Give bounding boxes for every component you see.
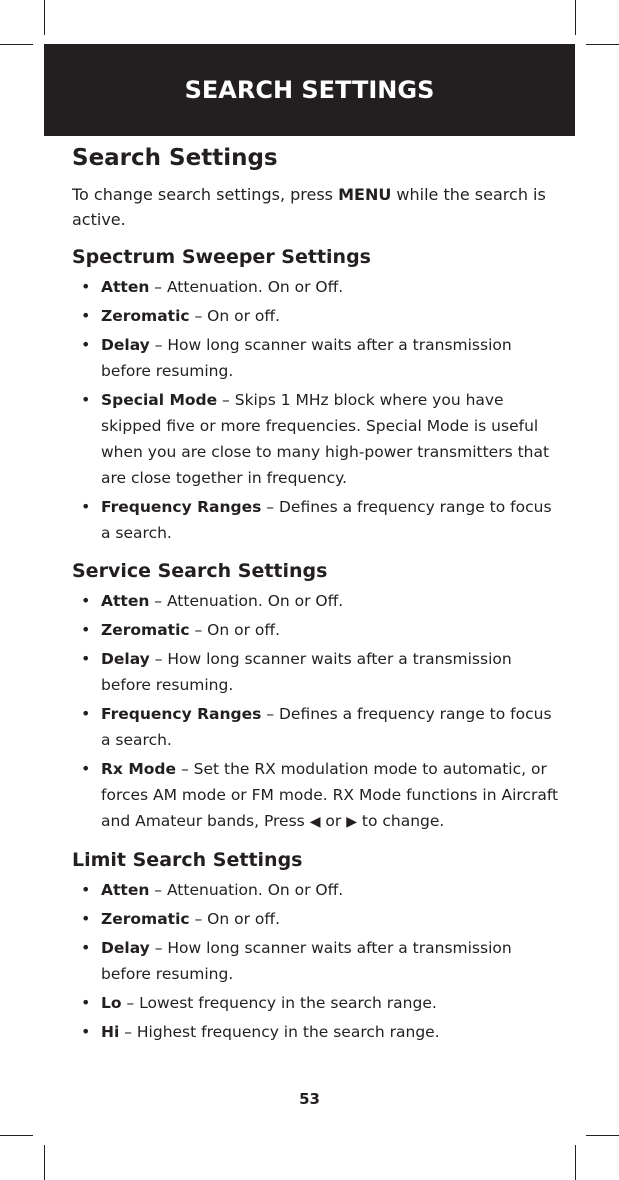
list-item	[72, 1019, 562, 1045]
list-item	[72, 935, 562, 987]
settings-list	[72, 877, 562, 1045]
crop-mark	[586, 1135, 619, 1136]
crop-mark	[0, 44, 33, 45]
chapter-banner	[44, 44, 575, 136]
item-desc: – How long scanner waits after a transmission before resuming.	[101, 336, 512, 380]
list-item	[72, 303, 562, 329]
item-term: Delay	[101, 336, 150, 354]
list-item	[72, 588, 562, 614]
item-term: Rx Mode	[101, 760, 177, 778]
crop-mark	[575, 0, 576, 35]
menu-key-label: MENU	[338, 185, 392, 204]
item-desc: – Attenuation. On or Off.	[149, 278, 344, 296]
section-heading-service-search: Service Search Settings	[72, 560, 328, 582]
settings-list	[72, 274, 562, 546]
chapter-title: SEARCH SETTINGS	[184, 76, 435, 104]
item-desc: – Highest frequency in the search range.	[119, 1023, 440, 1041]
item-term: Atten	[101, 592, 150, 610]
page-content	[72, 143, 562, 1048]
page-title: Search Settings	[72, 145, 278, 171]
item-term: Lo	[101, 994, 122, 1012]
list-item	[72, 274, 562, 300]
intro-text: To change search settings, press	[72, 185, 339, 204]
item-desc: to change.	[356, 812, 445, 830]
item-desc: – Set the RX modulation mode to automatic, or forces AM mode or FM mode. RX Mode functions in Aircraft and Amateur bands, Press	[101, 760, 559, 830]
page-number: 53	[299, 1090, 320, 1108]
crop-mark	[0, 1135, 33, 1136]
item-term: Atten	[101, 278, 150, 296]
list-item	[72, 332, 562, 384]
list-item	[72, 387, 562, 491]
item-desc: – How long scanner waits after a transmission before resuming.	[101, 650, 512, 694]
list-item	[72, 701, 562, 753]
item-term: Atten	[101, 881, 150, 899]
item-desc: – On or off.	[189, 307, 281, 325]
item-desc: or	[320, 812, 347, 830]
item-desc: – On or off.	[189, 910, 281, 928]
list-item	[72, 906, 562, 932]
item-term: Special Mode	[101, 391, 218, 409]
crop-mark	[586, 44, 619, 45]
left-arrow-icon: ◀	[309, 814, 321, 830]
item-desc: – Attenuation. On or Off.	[149, 881, 344, 899]
settings-list	[72, 588, 562, 835]
intro-paragraph	[72, 182, 562, 232]
item-desc: – Defines a frequency range to focus a search.	[101, 705, 552, 749]
item-term: Delay	[101, 650, 150, 668]
item-term: Zeromatic	[101, 910, 190, 928]
item-term: Hi	[101, 1023, 120, 1041]
list-item	[72, 877, 562, 903]
list-item	[72, 990, 562, 1016]
item-desc: – How long scanner waits after a transmission before resuming.	[101, 939, 512, 983]
intro-text: while the search is active.	[72, 185, 546, 229]
section-heading-limit-search: Limit Search Settings	[72, 849, 303, 871]
list-item	[72, 494, 562, 546]
item-term: Frequency Ranges	[101, 498, 262, 516]
item-term: Zeromatic	[101, 307, 190, 325]
item-desc: – Skips 1 MHz block where you have skipped five or more frequencies. Special Mode is useful when you are close to many high-power transmitters that are close together in frequency.	[101, 391, 550, 487]
item-desc: – Attenuation. On or Off.	[149, 592, 344, 610]
crop-mark	[44, 0, 45, 35]
section-heading-spectrum-sweeper: Spectrum Sweeper Settings	[72, 246, 371, 268]
list-item	[72, 617, 562, 643]
item-desc: – Defines a frequency range to focus a search.	[101, 498, 552, 542]
item-term: Delay	[101, 939, 150, 957]
item-term: Zeromatic	[101, 621, 190, 639]
right-arrow-icon: ▶	[346, 814, 357, 830]
crop-mark	[44, 1145, 45, 1180]
list-item	[72, 756, 562, 835]
item-desc: – Lowest frequency in the search range.	[121, 994, 437, 1012]
list-item	[72, 646, 562, 698]
item-desc: – On or off.	[189, 621, 281, 639]
item-term: Frequency Ranges	[101, 705, 262, 723]
crop-mark	[575, 1145, 576, 1180]
